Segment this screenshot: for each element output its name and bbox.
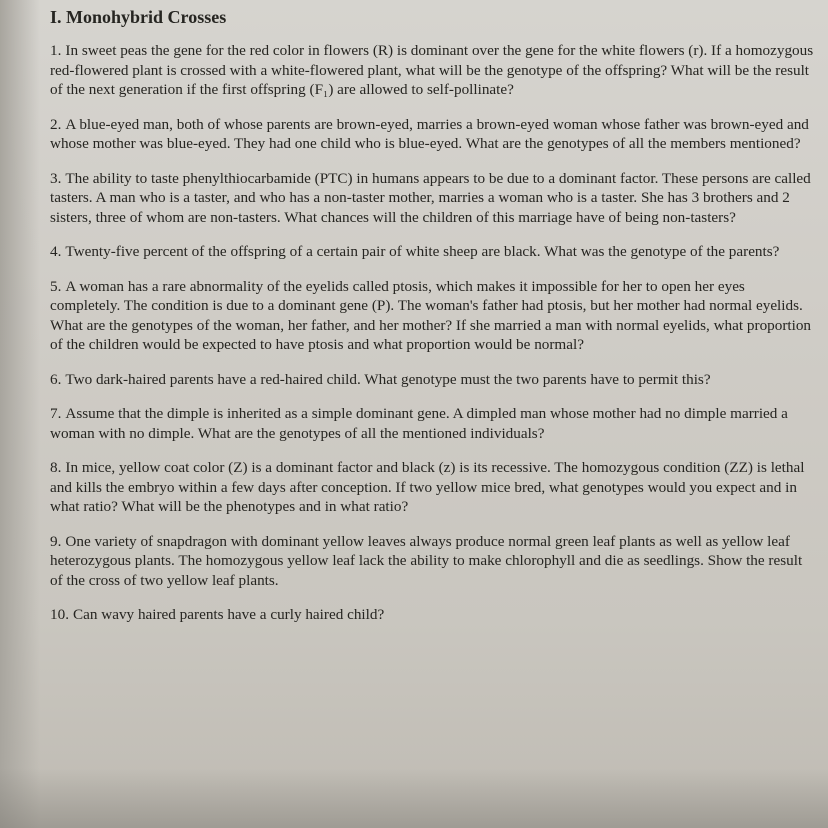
question-2	[50, 115, 815, 154]
question-text: Can wavy haired parents have a curly haired child?	[72, 606, 385, 623]
question-number: 4.	[50, 243, 62, 260]
question-8	[50, 458, 815, 517]
question-text: Two dark-haired parents have a red-haired child. What genotype must the two parents have to permit this?	[65, 370, 711, 388]
question-6	[50, 370, 815, 390]
question-number: 7.	[50, 405, 62, 422]
question-4	[50, 242, 815, 262]
question-text: Twenty-five percent of the offspring of a certain pair of white sheep are black. What was the genotype of the parents?	[65, 243, 780, 260]
question-text: Assume that the dimple is inherited as a simple dominant gene. A dimpled man whose mother had no dimple married a woman with no dimple. What are the genotypes of all the mentioned individuals?	[50, 405, 788, 442]
question-number: 8.	[50, 459, 62, 476]
question-5	[50, 277, 815, 355]
question-number: 9.	[50, 532, 62, 550]
question-1	[50, 41, 815, 100]
question-3	[50, 169, 815, 228]
question-text: A woman has a rare abnormality of the eyelids called ptosis, which makes it impossible for her to open her eyes completely. The condition is due to a dominant gene (P). The woman's father had ptosis, but her mother had normal eyelids. What are the genotypes of the woman, her father, and her mother? If she married a man with normal eyelids, what proportion of the children would be expected to have ptosis and what proportion would be normal?	[50, 277, 812, 353]
question-number: 1.	[50, 42, 62, 59]
question-10	[50, 605, 815, 625]
worksheet-content	[44, 6, 814, 640]
question-9	[50, 532, 815, 591]
question-number: 5.	[50, 277, 62, 295]
page-shadow-left	[0, 0, 40, 828]
question-number: 6.	[50, 370, 62, 388]
question-text: In sweet peas the gene for the red color in flowers (R) is dominant over the gene for the white flowers (r). If a homozygous red-flowered plant is crossed with a white-flowered plant, what will be the genotype of the offspring? What will be the result of the next generation if the first offspring (F₁) are allowed to self-pollinate?	[50, 42, 814, 98]
question-number: 10.	[50, 606, 69, 623]
question-number: 2.	[50, 115, 62, 133]
question-text: One variety of snapdragon with dominant yellow leaves always produce normal green leaf plants as well as yellow leaf heterozygous plants. The homozygous yellow leaf lack the ability to make chlorophyll and die as seedlings. Show the result of the cross of two yellow leaf plants.	[50, 532, 803, 589]
question-text: A blue-eyed man, both of whose parents are brown-eyed, marries a brown-eyed woman whose father was brown-eyed and whose mother was blue-eyed. They had one child who is blue-eyed. What are the genotypes of all the members mentioned?	[50, 115, 809, 152]
question-7	[50, 404, 815, 443]
question-number: 3.	[50, 169, 62, 187]
question-text: The ability to taste phenylthiocarbamide (PTC) in humans appears to be due to a dominant factor. These persons are called tasters. A man who is a taster, and who has a non-taster mother, marries a woman who is a taster. She has 3 brothers and 2 sisters, three of whom are non-tasters. What chances will the children of this marriage have of being non-tasters?	[50, 169, 811, 226]
question-text: In mice, yellow coat color (Z) is a dominant factor and black (z) is its recessive. The homozygous condition (ZZ) is lethal and kills the embryo within a few days after conception. If two yellow mice bred, what genotypes would you expect and in what ratio? What will be the phenotypes and in what ratio?	[50, 459, 805, 515]
section-title: I. Monohybrid Crosses	[50, 7, 227, 27]
page-shadow-bottom	[0, 768, 828, 828]
